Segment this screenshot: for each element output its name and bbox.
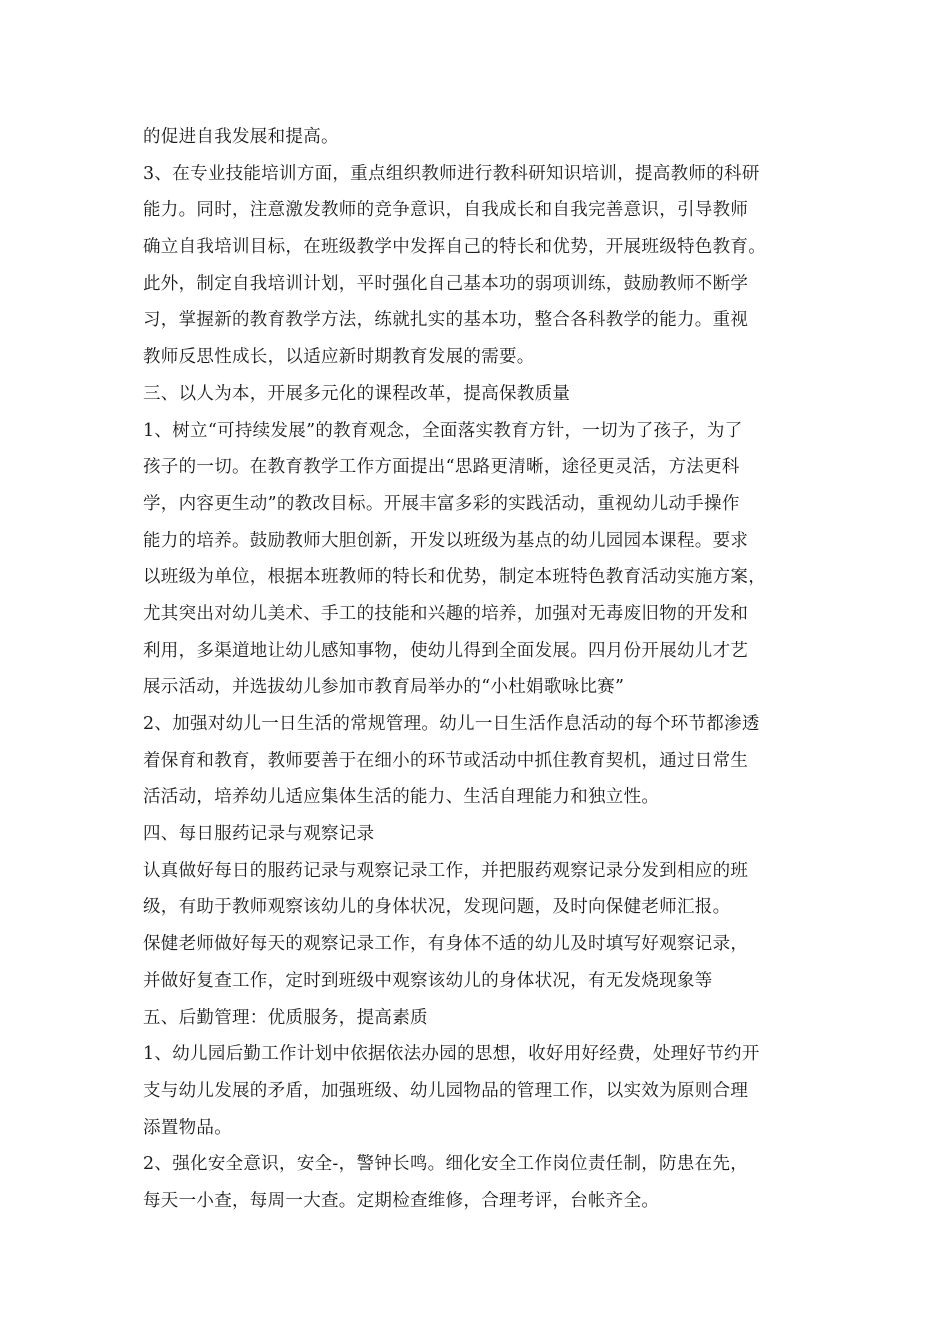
text-line: 确立自我培训目标，在班级教学中发挥自己的特长和优势，开展班级特色教育。 [143, 237, 766, 258]
text-line: 能力。同时，注意激发教师的竞争意识，自我成长和自我完善意识，引导教师 [143, 200, 749, 221]
text-line: 每天一小查，每周一大查。定期检查维修，合理考评，台帐齐全。 [143, 1190, 660, 1211]
text-line: 能力的培养。鼓励教师大胆创新，开发以班级为基点的幼儿园园本课程。要求 [143, 530, 749, 551]
text-line: 学，内容更生动”的教改目标。开展丰富多彩的实践活动，重视幼儿动手操作 [143, 493, 740, 514]
text-line: 展示活动，并选拔幼儿参加市教育局举办的“小杜娟歌咏比赛” [143, 677, 625, 698]
text-line: 1、幼儿园后勤工作计划中依据依法办园的思想，收好用好经费，处理好节约开 [143, 1044, 760, 1065]
section-heading: 五、后勤管理：优质服务，提高素质 [143, 1007, 428, 1028]
text-line: 此外，制定自我培训计划，平时强化自己基本功的弱项训练，鼓励教师不断学 [143, 273, 749, 294]
text-line: 教师反思性成长，以适应新时期教育发展的需要。 [143, 347, 535, 368]
text-line: 支与幼儿发展的矛盾，加强班级、幼儿园物品的管理工作，以实效为原则合理 [143, 1080, 749, 1101]
text-line: 孩子的一切。在教育教学工作方面提出“思路更清晰，途径更灵活，方法更科 [143, 457, 740, 478]
text-line: 并做好复查工作，定时到班级中观察该幼儿的身体状况，有无发烧现象等 [143, 970, 713, 991]
text-line: 认真做好每日的服药记录与观察记录工作，并把服药观察记录分发到相应的班 [143, 860, 749, 881]
text-line: 2、加强对幼儿一日生活的常规管理。幼儿一日生活作息活动的每个环节都渗透 [143, 714, 760, 734]
text-line: 以班级为单位，根据本班教师的特长和优势，制定本班特色教育活动实施方案， [143, 567, 766, 588]
text-line: 的促进自我发展和提高。 [143, 127, 339, 147]
text-line: 利用，多渠道地让幼儿感知事物，使幼儿得到全面发展。四月份开展幼儿才艺 [143, 640, 749, 661]
section-heading: 三、以人为本，开展多元化的课程改革，提高保教质量 [143, 383, 571, 404]
text-line: 着保育和教育，教师要善于在细小的环节或活动中抓住教育契机，通过日常生 [143, 750, 749, 771]
text-line: 3、在专业技能培训方面，重点组织教师进行教科研知识培训，提高教师的科研 [143, 163, 760, 184]
text-line: 保健老师做好每天的观察记录工作，有身体不适的幼儿及时填写好观察记录， [143, 934, 749, 955]
text-line: 1、树立“可持续发展”的教育观念，全面落实教育方针，一切为了孩子，为了 [143, 420, 743, 441]
text-line: 活活动，培养幼儿适应集体生活的能力、生活自理能力和独立性。 [143, 787, 660, 808]
section-heading: 四、每日服药记录与观察记录 [143, 824, 375, 845]
text-line: 尤其突出对幼儿美术、手工的技能和兴趣的培养，加强对无毒废旧物的开发和 [143, 603, 749, 624]
text-line: 2、强化安全意识，安全-，警钟长鸣。细化安全工作岗位责任制，防患在先， [143, 1154, 749, 1175]
document-body [143, 119, 823, 1220]
text-line: 级，有助于教师观察该幼儿的身体状况，发现问题，及时向保健老师汇报。 [143, 897, 731, 918]
text-line: 添置物品。 [143, 1117, 232, 1138]
text-line: 习，掌握新的教育教学方法，练就扎实的基本功，整合各科教学的能力。重视 [143, 310, 749, 331]
